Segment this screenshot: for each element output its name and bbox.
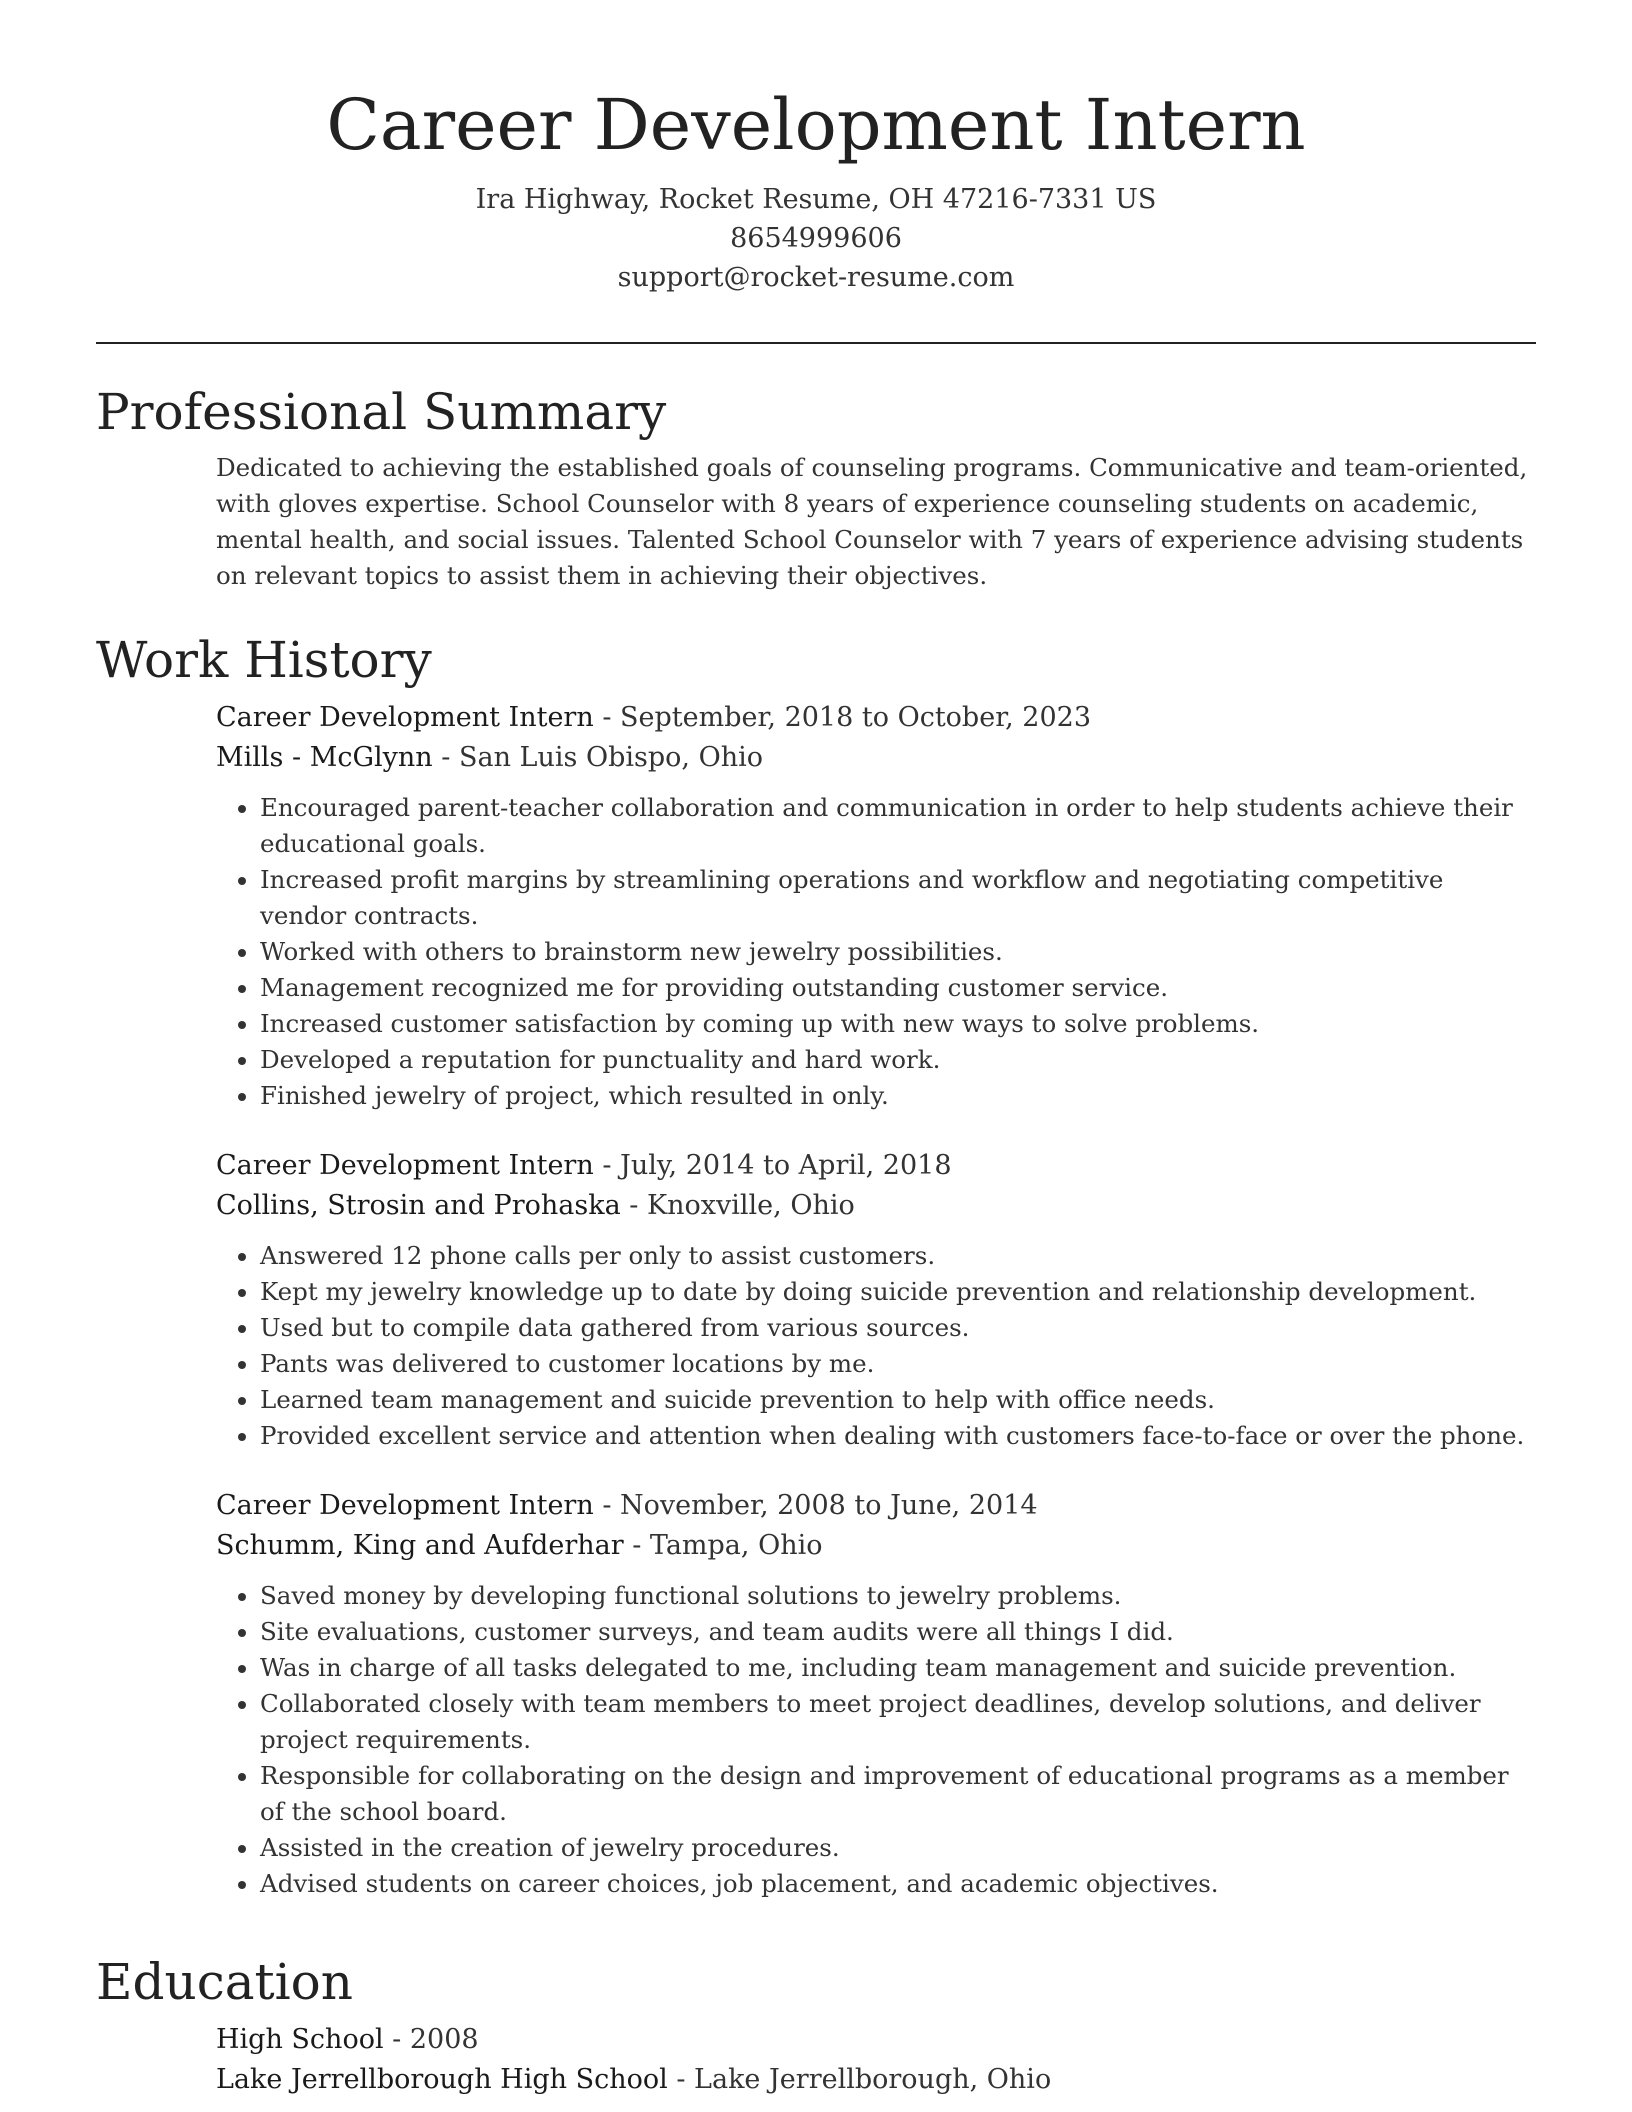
job-bullet: • Kept my jewelry knowledge up to date by doing suicide prevention and relationship development. [260, 1274, 1536, 1310]
job-title-line [216, 1486, 1536, 1526]
address: Ira Highway, Rocket Resume, OH 47216-7331 US [475, 184, 1157, 215]
job-bullets [216, 790, 1536, 1114]
job-bullet: • Encouraged parent-teacher collaboration and communication in order to help students achieve their educational goals. [260, 790, 1536, 862]
job-bullet: • Responsible for collaborating on the design and improvement of educational programs as a member of the school board. [260, 1758, 1536, 1830]
contact-info [96, 180, 1536, 297]
job-title-line [216, 1146, 1536, 1186]
job-bullet: • Management recognized me for providing outstanding customer service. [260, 970, 1536, 1006]
work-history-section [96, 628, 1536, 1902]
job-company: Mills - McGlynn [216, 742, 433, 773]
job-bullet: • Site evaluations, customer surveys, and team audits were all things I did. [260, 1614, 1536, 1650]
job-company-line [216, 738, 1536, 778]
job-bullet: • Was in charge of all tasks delegated to me, including team management and suicide prevention. [260, 1650, 1536, 1686]
job-bullets [216, 1238, 1536, 1454]
job-bullet: • Saved money by developing functional solutions to jewelry problems. [260, 1578, 1536, 1614]
job-title: Career Development Intern [216, 702, 594, 733]
job-title-line [216, 698, 1536, 738]
job-bullets [216, 1578, 1536, 1902]
section-title-summary: Professional Summary [96, 383, 667, 441]
job-location: - San Luis Obispo, Ohio [432, 742, 763, 773]
job-entry [216, 1146, 1536, 1454]
education-year: - 2008 [383, 2024, 479, 2055]
resume-header [96, 80, 1536, 297]
education-location: - Lake Jerrellborough, Ohio [667, 2064, 1052, 2095]
job-title: Career Development Intern [216, 1150, 594, 1181]
job-bullet: • Finished jewelry of project, which resulted in only. [260, 1078, 1536, 1114]
job-bullet: • Increased profit margins by streamlining operations and workflow and negotiating competitive vendor contracts. [260, 862, 1536, 934]
job-bullet: • Assisted in the creation of jewelry procedures. [260, 1830, 1536, 1866]
job-bullet: • Provided excellent service and attention when dealing with customers face-to-face or over the phone. [260, 1418, 1536, 1454]
job-bullet: • Answered 12 phone calls per only to assist customers. [260, 1238, 1536, 1274]
education-school-line [216, 2060, 1536, 2100]
email-address: support@rocket-resume.com [617, 262, 1015, 293]
job-dates: - September, 2018 to October, 2023 [593, 702, 1092, 733]
education-degree: High School [216, 2024, 384, 2055]
job-company-line [216, 1526, 1536, 1566]
job-company: Collins, Strosin and Prohaska [216, 1190, 621, 1221]
summary-section [96, 380, 1536, 594]
job-bullet: • Pants was delivered to customer locations by me. [260, 1346, 1536, 1382]
job-company: Schumm, King and Aufderhar [216, 1530, 624, 1561]
candidate-name: Career Development Intern [326, 84, 1306, 166]
education-degree-line [216, 2020, 1536, 2060]
summary-text: Dedicated to achieving the established goals of counseling programs. Communicative and team-oriented, with gloves expertise. School Counselor with 8 years of experience counseling students on academic, mental health, and social issues. Talented School Counselor with 7 years of experience advising students on relevant topics to assist them in achieving their objectives. [216, 453, 1528, 590]
job-bullet: • Collaborated closely with team members to meet project deadlines, develop solutions, and deliver project requirements. [260, 1686, 1536, 1758]
job-dates: - November, 2008 to June, 2014 [593, 1490, 1038, 1521]
job-dates: - July, 2014 to April, 2018 [593, 1150, 952, 1181]
job-bullet: • Increased customer satisfaction by coming up with new ways to solve problems. [260, 1006, 1536, 1042]
job-bullet: • Used but to compile data gathered from various sources. [260, 1310, 1536, 1346]
job-bullet: • Learned team management and suicide prevention to help with office needs. [260, 1382, 1536, 1418]
phone-number: 8654999606 [730, 223, 902, 254]
job-location: - Knoxville, Ohio [620, 1190, 855, 1221]
job-bullet: • Developed a reputation for punctuality and hard work. [260, 1042, 1536, 1078]
job-bullet: • Advised students on career choices, job placement, and academic objectives. [260, 1866, 1536, 1902]
education-school: Lake Jerrellborough High School [216, 2064, 668, 2095]
job-title: Career Development Intern [216, 1490, 594, 1521]
job-location: - Tampa, Ohio [623, 1530, 823, 1561]
job-bullet: • Worked with others to brainstorm new jewelry possibilities. [260, 934, 1536, 970]
section-title-education: Education [96, 1953, 353, 2011]
section-title-work-history: Work History [96, 631, 432, 689]
education-section [96, 1950, 1536, 2100]
header-divider [96, 342, 1536, 344]
job-company-line [216, 1186, 1536, 1226]
job-entry [216, 1486, 1536, 1902]
job-entry [216, 698, 1536, 1114]
